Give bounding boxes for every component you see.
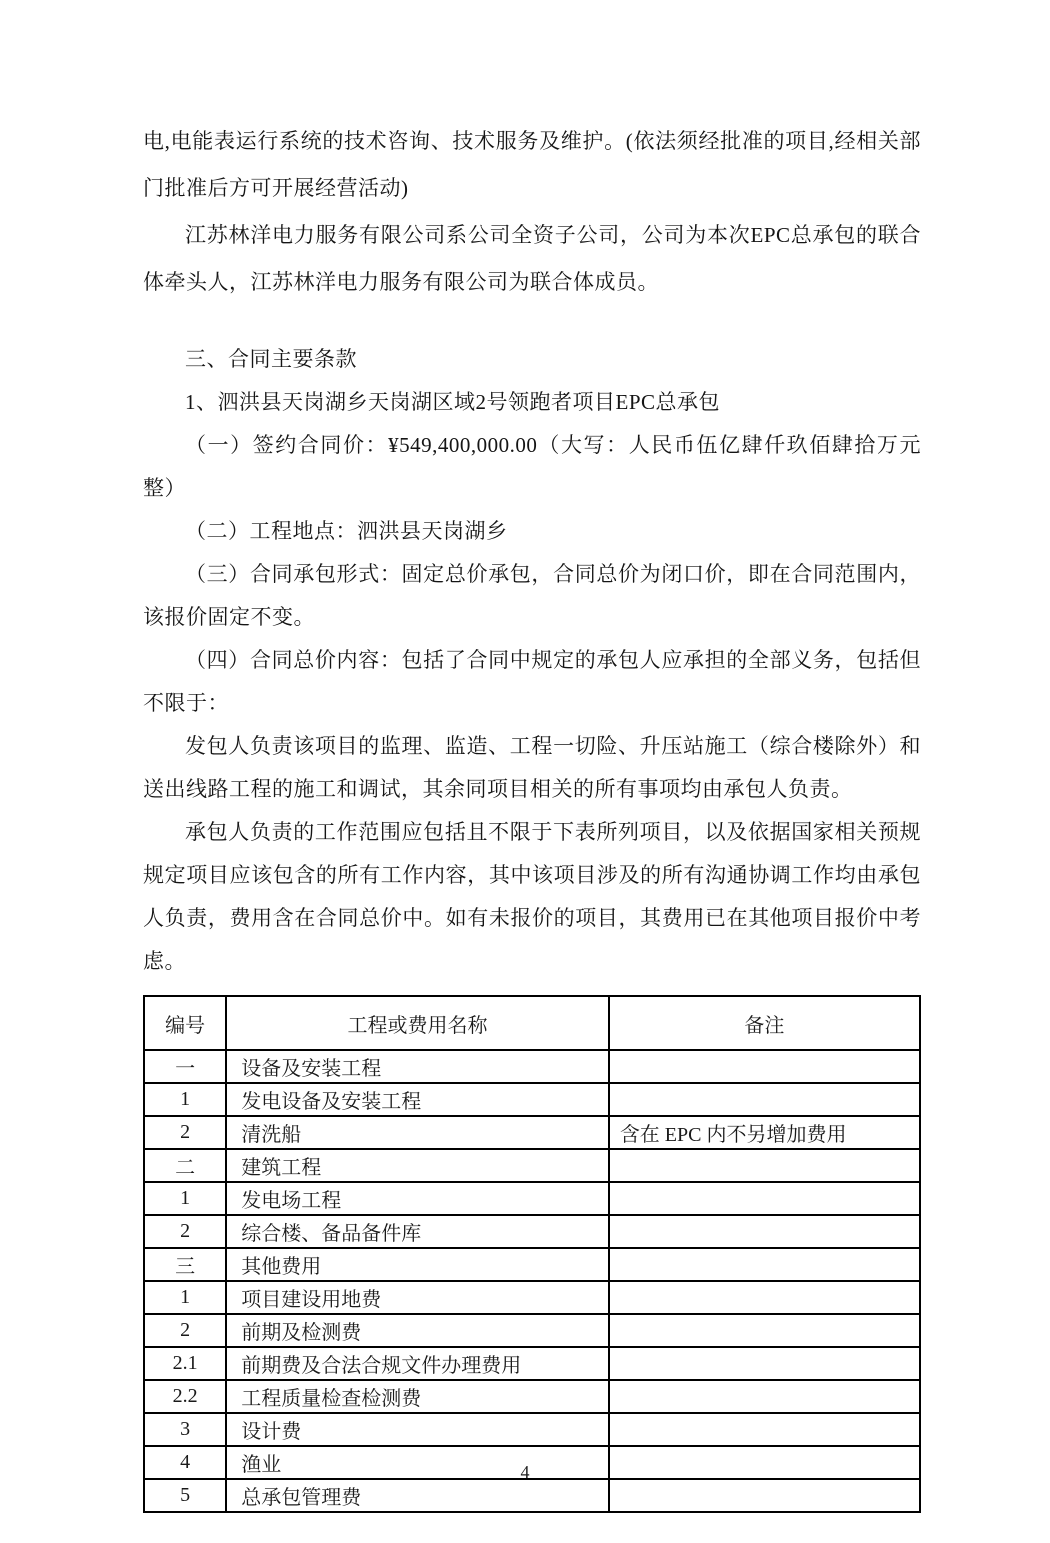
row-remark — [609, 1050, 920, 1083]
table-row — [144, 1116, 920, 1149]
row-number: 三 — [144, 1248, 226, 1281]
paragraph-subsidiary-info: 江苏林洋电力服务有限公司系公司全资子公司，公司为本次EPC总承包的联合体牵头人，江苏林洋电力服务有限公司为联合体成员。 — [143, 223, 921, 294]
row-name: 其他费用 — [226, 1248, 609, 1281]
table-row — [144, 1380, 920, 1413]
row-name: 清洗船 — [226, 1116, 609, 1149]
table-row — [144, 1248, 920, 1281]
row-number: 2 — [144, 1116, 226, 1149]
table-row — [144, 1479, 920, 1512]
paragraph-employer-responsibility: 发包人负责该项目的监理、监造、工程一切险、升压站施工（综合楼除外）和送出线路工程的施工和调试，其余同项目相关的所有事项均由承包人负责。 — [143, 734, 921, 801]
paragraph-contract-price: （一）签约合同价：¥549,400,000.00（大写：人民币伍亿肆仟玖佰肆拾万元整） — [143, 433, 921, 500]
page-number: 4 — [520, 1462, 530, 1482]
table-row — [144, 1347, 920, 1380]
paragraph-contractor-scope: 承包人负责的工作范围应包括且不限于下表所列项目，以及依据国家相关预规规定项目应该包含的所有工作内容，其中该项目涉及的所有沟通协调工作均由承包人负责，费用含在合同总价中。如有未报价的项目，其费用已在其他项目报价中考虑。 — [143, 820, 921, 973]
row-name: 发电设备及安装工程 — [226, 1083, 609, 1116]
row-remark — [609, 1380, 920, 1413]
row-number: 1 — [144, 1281, 226, 1314]
row-number: 二 — [144, 1149, 226, 1182]
row-remark — [609, 1281, 920, 1314]
table-row — [144, 1182, 920, 1215]
section-heading-contract-terms: 三、合同主要条款 — [185, 347, 357, 371]
table-row — [144, 1413, 920, 1446]
table-row — [144, 1314, 920, 1347]
row-number: 2.1 — [144, 1347, 226, 1380]
table-row — [144, 1149, 920, 1182]
row-name: 前期费及合法合规文件办理费用 — [226, 1347, 609, 1380]
table-header-row — [144, 996, 920, 1050]
row-name: 设计费 — [226, 1413, 609, 1446]
row-remark: 含在 EPC 内不另增加费用 — [609, 1116, 920, 1149]
row-number: 4 — [144, 1446, 226, 1479]
row-remark — [609, 1149, 920, 1182]
paragraph-project-location: （二）工程地点：泗洪县天岗湖乡 — [185, 519, 508, 543]
row-remark — [609, 1083, 920, 1116]
table-header-name: 工程或费用名称 — [226, 996, 609, 1050]
row-remark — [609, 1347, 920, 1380]
work-items-table — [143, 995, 921, 1513]
row-number: 2 — [144, 1314, 226, 1347]
row-name: 渔业 — [226, 1446, 609, 1479]
row-name: 发电场工程 — [226, 1182, 609, 1215]
row-name: 工程质量检查检测费 — [226, 1380, 609, 1413]
row-name: 建筑工程 — [226, 1149, 609, 1182]
row-name: 总承包管理费 — [226, 1479, 609, 1512]
row-number: 2 — [144, 1215, 226, 1248]
paragraph-price-content: （四）合同总价内容：包括了合同中规定的承包人应承担的全部义务，包括但不限于： — [143, 648, 921, 715]
row-name: 项目建设用地费 — [226, 1281, 609, 1314]
table-row — [144, 1215, 920, 1248]
table-row — [144, 1281, 920, 1314]
row-number: 一 — [144, 1050, 226, 1083]
row-remark — [609, 1479, 920, 1512]
row-remark — [609, 1215, 920, 1248]
table-row — [144, 1050, 920, 1083]
table-header-remark: 备注 — [609, 996, 920, 1050]
paragraph-project-name: 1、泗洪县天岗湖乡天岗湖区域2号领跑者项目EPC总承包 — [185, 390, 721, 414]
table-row — [144, 1083, 920, 1116]
table-header-number: 编号 — [144, 996, 226, 1050]
row-remark — [609, 1314, 920, 1347]
row-name: 设备及安装工程 — [226, 1050, 609, 1083]
paragraph-business-scope: 电,电能表运行系统的技术咨询、技术服务及维护。(依法须经批准的项目,经相关部门批准后方可开展经营活动) — [143, 129, 921, 200]
row-number: 5 — [144, 1479, 226, 1512]
row-remark — [609, 1413, 920, 1446]
row-remark — [609, 1182, 920, 1215]
row-name: 前期及检测费 — [226, 1314, 609, 1347]
row-number: 2.2 — [144, 1380, 226, 1413]
row-name: 综合楼、备品备件库 — [226, 1215, 609, 1248]
row-number: 1 — [144, 1083, 226, 1116]
row-remark — [609, 1248, 920, 1281]
document-content — [143, 118, 921, 1513]
row-number: 1 — [144, 1182, 226, 1215]
paragraph-contract-form: （三）合同承包形式：固定总价承包，合同总价为闭口价，即在合同范围内，该报价固定不变。 — [143, 562, 921, 629]
row-number: 3 — [144, 1413, 226, 1446]
